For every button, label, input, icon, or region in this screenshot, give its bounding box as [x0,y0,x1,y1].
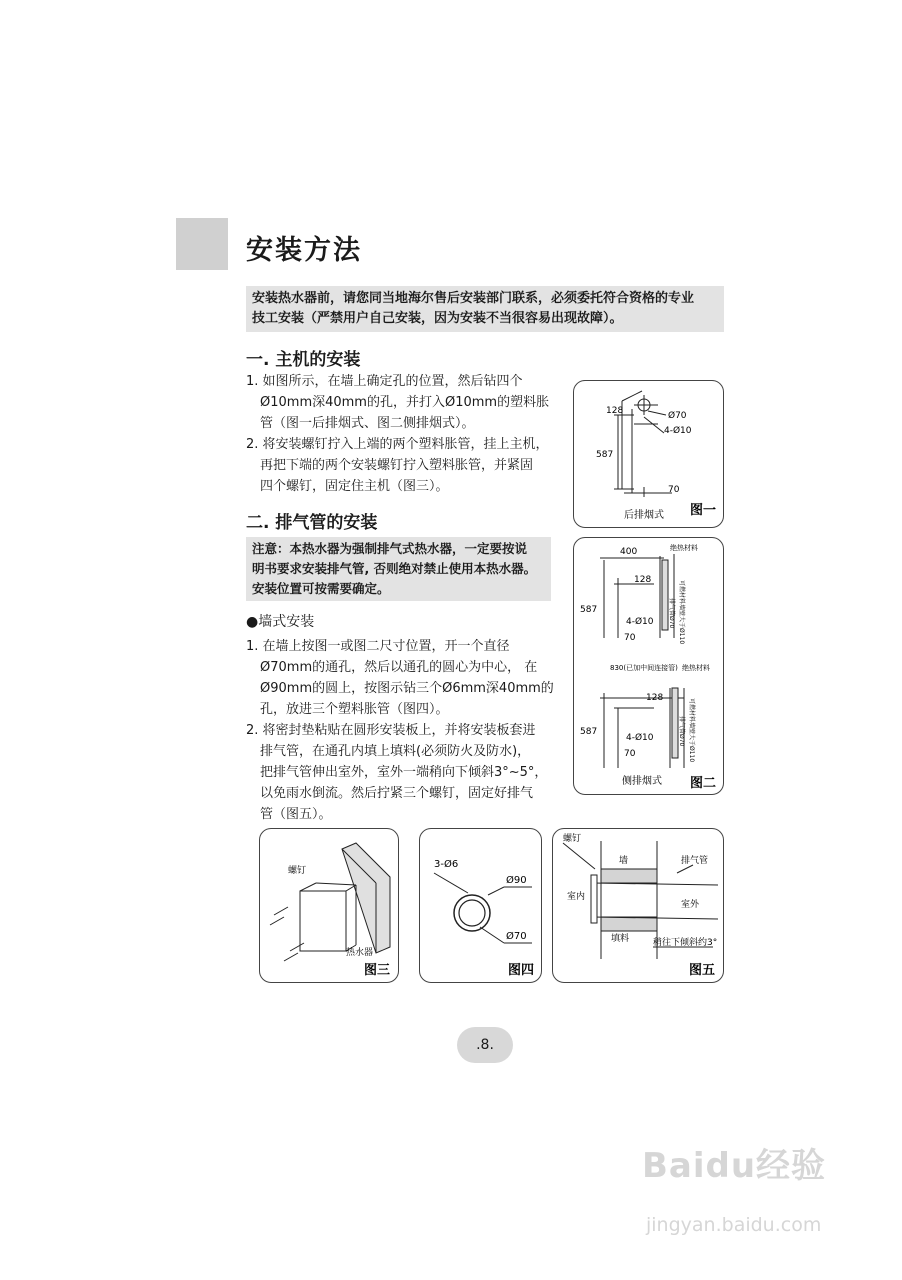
exhaust-pipe-label: 排气管 [681,856,709,866]
notice-line: 安装热水器前，请您同当地海尔售后安装部门联系，必须委托符合资格的专业 [252,291,695,306]
text-line: Ø70mm的通孔，然后以通孔的圆心为中心， 在 [260,660,538,675]
text-line: Ø90mm的圆上，按图示钻三个Ø6mm深40mm的 [260,681,554,696]
wall-label-bottom: 可燃材料墙壁大于Ø110 [688,698,695,763]
screw-label: 螺钉 [288,866,307,876]
figure-1-drawing [574,381,725,529]
pipe-label-top: 排气管Ø70 [668,598,675,629]
dim-phi70: Ø70 [668,411,687,421]
text-line: Ø10mm深40mm的孔，并打入Ø10mm的塑料胀 [260,395,550,410]
wall-label-top: 可燃材料墙壁大于Ø110 [678,580,685,645]
notice-line: 技工安装（严禁用户自己安装，因为安装不当很容易出现故障）。 [252,311,623,326]
section1-text [246,371,549,497]
text-line: 以免雨水倒流。然后拧紧三个螺钉，固定好排气 [260,786,534,801]
wall-install-heading: ●墙式安装 [246,614,315,630]
page-number: .8. [457,1027,513,1063]
note-line: 注意：本热水器为强制排气式热水器，一定要按说 [252,541,528,556]
wall-label: 墙 [619,856,629,866]
figure-5-pipe-section [552,828,724,983]
figure-4-caption: 图四 [508,963,535,978]
figure-3-caption: 图三 [364,963,391,978]
figure-5-caption: 图五 [689,963,716,978]
pipe-label-bottom: 排气管Ø70 [678,716,685,747]
slope-label: 稍往下倾斜约3° [653,938,718,948]
outdoor-label: 室外 [681,900,700,910]
text-line: 再把下端的两个安装螺钉拧入塑料胀管，并紧固 [260,458,534,473]
figure-2-drawing [574,538,725,796]
hole-spec-top: 4-Ø10 [626,617,654,627]
dim-587-top: 587 [580,605,598,615]
hole-spec-bottom: 4-Ø10 [626,733,654,743]
hole-spec: 4-Ø10 [664,426,692,436]
dim-70-bottom: 70 [624,749,636,759]
figure-1-caption: 图一 [690,503,717,518]
diameter-70-label: Ø70 [506,931,527,942]
text-line: 孔，放进三个塑料胀管（图四）。 [260,702,449,717]
section2-text [246,636,554,825]
baidu-watermark-logo: Baidu经验 [642,1146,827,1186]
holes-label: 3-Ø6 [434,859,459,870]
note-line: 安装位置可按需要确定。 [252,581,390,596]
figure-4-drawing [420,829,543,984]
text-line: 2. 将安装螺钉拧入上端的两个塑料胀管，挂上主机， [246,437,549,452]
section-tab-marker [176,218,228,270]
dim-70-top: 70 [624,633,636,643]
dim-128-top: 128 [634,575,652,585]
heater-label: 热水器 [346,948,374,958]
text-line: 2. 将密封垫粘贴在圆形安装板上，并将安装板套进 [246,723,536,738]
figure-2-side-exhaust [573,537,724,795]
text-line: 1. 在墙上按图一或图二尺寸位置，开一个直径 [246,639,510,654]
figure-2-caption: 图二 [690,776,717,791]
figure-2-subtitle: 侧排烟式 [622,776,662,787]
text-line: 把排气管伸出室外，室外一端稍向下倾斜3°~5°， [260,765,548,780]
insulation-label-top: 绝热材料 [670,544,698,552]
figure-5-drawing [553,829,725,984]
installation-notice [246,286,724,332]
dim-587-bottom: 587 [580,727,598,737]
dim-128: 128 [606,406,624,416]
note-line: 明书要求安装排气管, 否则绝对禁止使用本热水器。 [252,561,537,576]
text-line: 1. 如图所示，在墙上确定孔的位置，然后钻四个 [246,374,523,389]
diameter-90-label: Ø90 [506,875,527,886]
page-title: 安装方法 [246,235,362,266]
insulation-label-bottom: 绝热材料 [682,664,710,672]
dim-830: 830(已加中间连接管) [610,664,678,672]
section1-heading: 一. 主机的安装 [246,350,361,370]
dim-587: 587 [596,450,614,460]
exhaust-warning-note [246,537,551,601]
dim-400: 400 [620,547,638,557]
section2-heading: 二. 排气管的安装 [246,513,378,533]
figure-4-hole-plate [419,828,542,983]
screw-label: 螺钉 [563,834,582,844]
figure-3-mounting [259,828,399,983]
figure-1-subtitle: 后排烟式 [624,510,664,521]
figure-3-drawing [260,829,400,984]
text-line: 管（图五）。 [260,807,332,822]
text-line: 四个螺钉，固定住主机（图三）。 [260,479,449,494]
text-line: 排气管，在通孔内填上填料(必须防火及防水)， [260,744,531,759]
text-line: 管（图一后排烟式、图二侧排烟式）。 [260,416,475,431]
figure-1-rear-exhaust [573,380,724,528]
dim-128-bottom: 128 [646,693,664,703]
filler-label: 填料 [611,934,630,944]
indoor-label: 室内 [567,892,586,902]
baidu-watermark-url: jingyan.baidu.com [646,1214,822,1236]
dim-70: 70 [668,485,680,495]
